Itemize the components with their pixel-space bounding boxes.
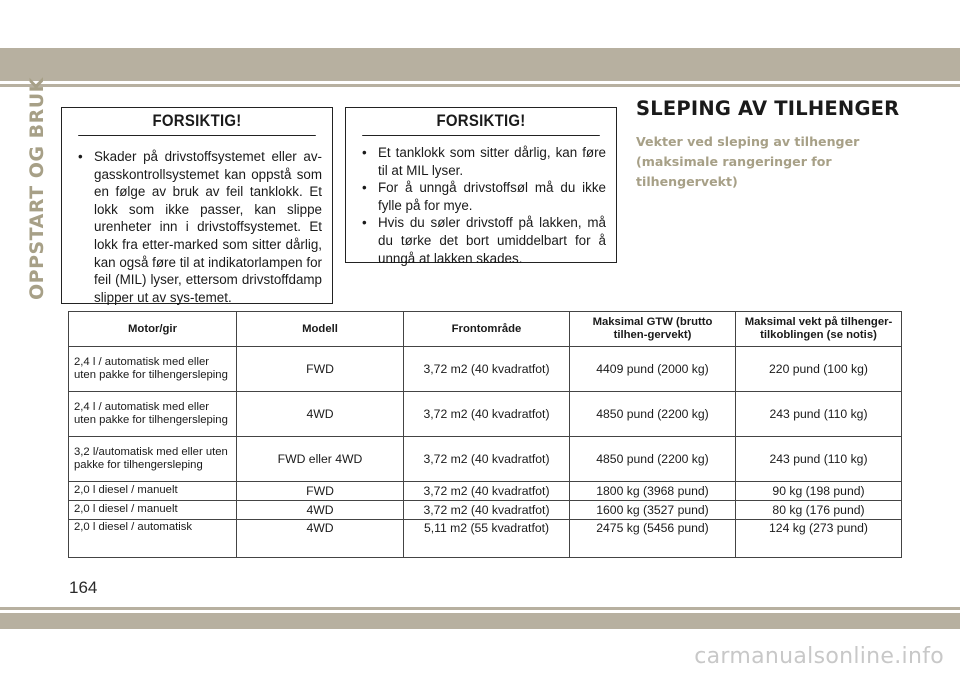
table-cell: 4850 pund (2200 kg) <box>570 437 736 482</box>
table-cell: 2475 kg (5456 pund) <box>570 520 736 558</box>
table-cell: 3,72 m2 (40 kvadratfot) <box>404 392 570 437</box>
caution-item: • Hvis du søler drivstoff på lakken, må du tørke det bort umiddelbart for å unngå at lakken skades. <box>368 214 606 267</box>
caution-heading: FORSIKTIG! <box>362 108 600 136</box>
page-number: 164 <box>69 578 98 597</box>
table-row <box>69 347 902 392</box>
header-rule <box>0 84 960 87</box>
table-cell: 3,72 m2 (40 kvadratfot) <box>404 437 570 482</box>
table-cell: FWD eller 4WD <box>237 437 404 482</box>
table-cell: 4850 pund (2200 kg) <box>570 392 736 437</box>
caution-item: • For å unngå drivstoffsøl må du ikke fylle på for mye. <box>368 179 606 214</box>
table-cell: 4409 pund (2000 kg) <box>570 347 736 392</box>
section-title: SLEPING AV TILHENGER <box>636 97 900 120</box>
table-row <box>69 437 902 482</box>
table-cell: 90 kg (198 pund) <box>736 482 902 501</box>
header-cell-max-tongue-weight: Maksimal vekt på tilhenger-tilkoblingen (se notis) <box>736 312 902 347</box>
table-cell: 243 pund (110 kg) <box>736 437 902 482</box>
table-row <box>69 482 902 501</box>
footer-rule <box>0 607 960 610</box>
caution-box-fuel-spill <box>345 107 617 266</box>
header-cell-max-gtw: Maksimal GTW (brutto tilhen-gervekt) <box>570 312 736 347</box>
table-cell: FWD <box>237 482 404 501</box>
table-cell: 1600 kg (3527 pund) <box>570 501 736 520</box>
header-cell-engine: Motor/gir <box>69 312 237 347</box>
table-cell: 5,11 m2 (55 kvadratfot) <box>404 520 570 558</box>
side-section-title: OPPSTART OG BRUK <box>26 77 48 300</box>
table-row <box>69 520 902 558</box>
caution-list <box>346 136 616 267</box>
header-cell-frontal-area: Frontområde <box>404 312 570 347</box>
caution-box-fuel-cap <box>61 107 333 304</box>
table-cell: 4WD <box>237 501 404 520</box>
section-subtitle: Vekter ved sleping av tilhenger (maksimale rangeringer for tilhengervekt) <box>636 134 860 189</box>
caution-list <box>62 136 332 306</box>
table-cell: 3,72 m2 (40 kvadratfot) <box>404 347 570 392</box>
footer-band <box>0 613 960 629</box>
table-cell: 4WD <box>237 392 404 437</box>
table-cell: 2,0 l diesel / manuelt <box>69 501 237 520</box>
table-row <box>69 501 902 520</box>
table-cell: 3,72 m2 (40 kvadratfot) <box>404 482 570 501</box>
table-cell: 2,0 l diesel / manuelt <box>69 482 237 501</box>
table-row <box>69 392 902 437</box>
table-cell: 2,4 l / automatisk med eller uten pakke for tilhengersleping <box>69 392 237 437</box>
table-cell: FWD <box>237 347 404 392</box>
towing-weights-table <box>68 311 902 558</box>
caution-item: • Skader på drivstoffsystemet eller av-gasskontrollsystemet kan oppstå som en følge av bruk av feil tanklokk. Et lokk som ikke passer, kan slippe urenheter inn i drivstoffsystemet. Et lokk fra etter-marked som sitter dårlig, kan også føre til at indikatorlampen for feil (MIL) lyser, ettersom drivstoffdamp slipper ut av sys-temet. <box>84 148 322 306</box>
table-cell: 3,72 m2 (40 kvadratfot) <box>404 501 570 520</box>
caution-item: • Et tanklokk som sitter dårlig, kan føre til at MIL lyser. <box>368 144 606 179</box>
table-cell: 80 kg (176 pund) <box>736 501 902 520</box>
table-cell: 220 pund (100 kg) <box>736 347 902 392</box>
header-cell-model: Modell <box>237 312 404 347</box>
table-cell: 3,2 l/automatisk med eller uten pakke for tilhengersleping <box>69 437 237 482</box>
table-header-row <box>69 312 902 347</box>
watermark: carmanualsonline.info <box>694 644 944 669</box>
header-band <box>0 48 960 81</box>
table-cell: 1800 kg (3968 pund) <box>570 482 736 501</box>
table-cell: 124 kg (273 pund) <box>736 520 902 558</box>
table-cell: 2,4 l / automatisk med eller uten pakke for tilhengersleping <box>69 347 237 392</box>
table-cell: 4WD <box>237 520 404 558</box>
table-cell: 2,0 l diesel / automatisk <box>69 520 237 558</box>
caution-heading: FORSIKTIG! <box>78 108 316 136</box>
table-cell: 243 pund (110 kg) <box>736 392 902 437</box>
